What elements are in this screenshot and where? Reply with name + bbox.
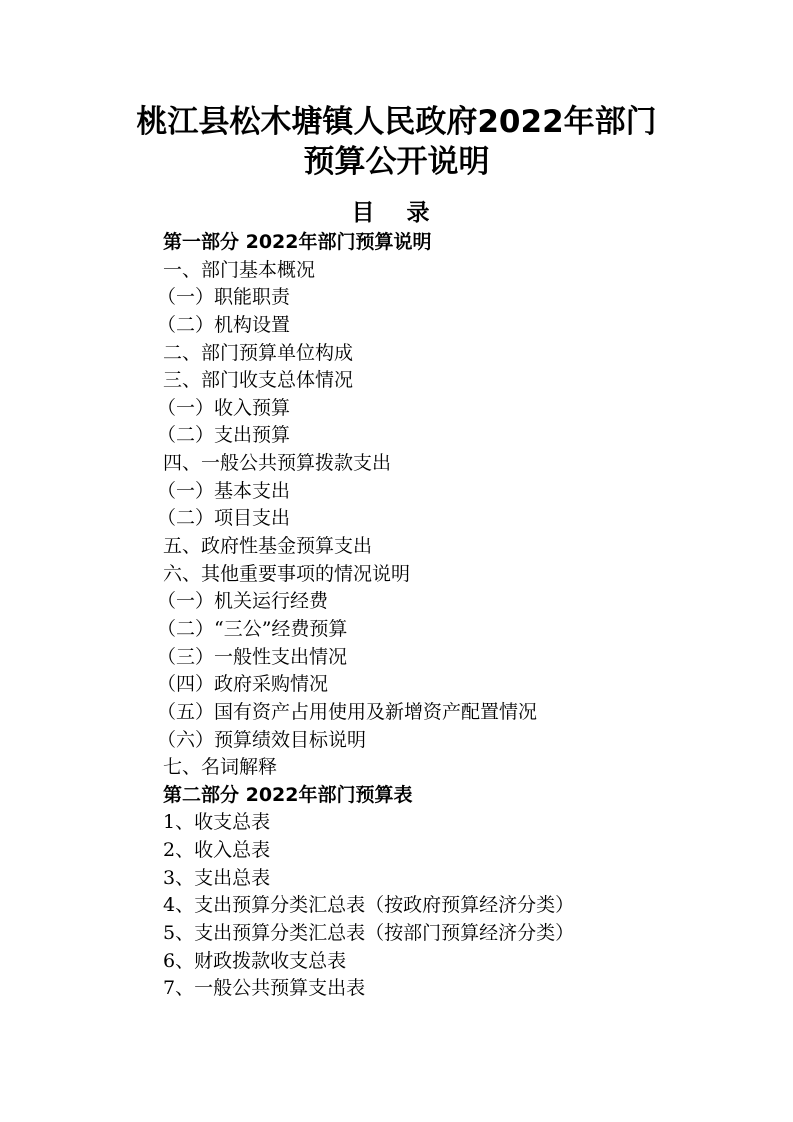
toc-section-entry: 2、收入总表 <box>163 839 271 862</box>
toc-section-entry: 3、支出总表 <box>163 866 271 889</box>
toc-section-entry: 三、部门收支总体情况 <box>163 369 354 392</box>
toc-subsection-entry: （四）政府采购情况 <box>157 673 329 696</box>
table-of-contents <box>157 229 575 1003</box>
toc-subsection-entry: （二）机构设置 <box>157 313 291 336</box>
toc-section-entry: 1、收支总表 <box>163 811 271 834</box>
toc-subsection-entry: （二）支出预算 <box>157 424 291 447</box>
toc-heading: 目 录 <box>351 200 442 226</box>
toc-subsection-entry: （二）项目支出 <box>157 507 291 530</box>
toc-subsection-entry: （二）“三公”经费预算 <box>157 617 348 640</box>
document-title-line-2: 预算公开说明 <box>303 144 490 180</box>
toc-subsection-entry: （一）收入预算 <box>157 396 291 419</box>
toc-part-heading: 第二部分 2022年部门预算表 <box>163 783 413 806</box>
toc-section-entry: 六、其他重要事项的情况说明 <box>163 562 411 585</box>
toc-section-entry: 五、政府性基金预算支出 <box>163 535 373 558</box>
toc-subsection-entry: （六）预算绩效目标说明 <box>157 728 367 751</box>
toc-subsection-entry: （一）基本支出 <box>157 479 291 502</box>
toc-subsection-entry: （一）机关运行经费 <box>157 590 329 613</box>
toc-section-entry: 七、名词解释 <box>163 756 278 779</box>
toc-section-entry: 一、部门基本概况 <box>163 258 316 281</box>
toc-section-entry: 7、一般公共预算支出表 <box>163 977 366 1000</box>
toc-subsection-entry: （三）一般性支出情况 <box>157 645 348 668</box>
toc-section-entry: 4、支出预算分类汇总表（按政府预算经济分类） <box>163 894 575 917</box>
toc-section-entry: 二、部门预算单位构成 <box>163 341 354 364</box>
toc-part-heading: 第一部分 2022年部门预算说明 <box>163 231 432 253</box>
toc-section-entry: 四、一般公共预算拨款支出 <box>163 452 392 475</box>
document-title-line-1: 桃江县松木塘镇人民政府2022年部门 <box>136 104 657 140</box>
toc-subsection-entry: （五）国有资产占用使用及新增资产配置情况 <box>157 700 538 723</box>
toc-subsection-entry: （一）职能职责 <box>157 286 291 309</box>
toc-section-entry: 6、财政拨款收支总表 <box>163 949 347 972</box>
toc-section-entry: 5、支出预算分类汇总表（按部门预算经济分类） <box>163 922 575 945</box>
